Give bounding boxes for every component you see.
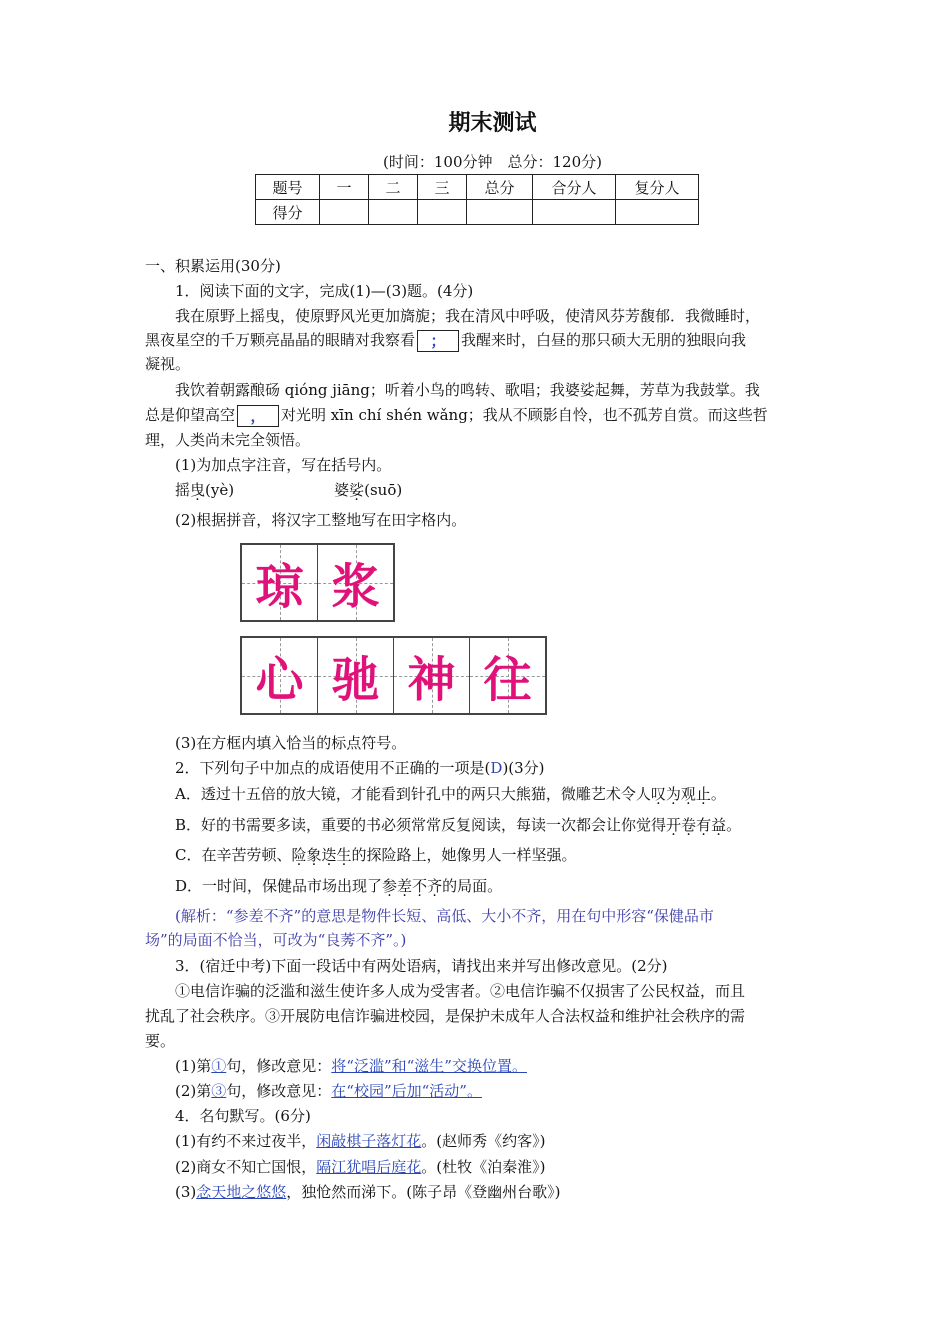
header-cell: 总分 (467, 175, 533, 200)
q1-para1-line2-rest: 我醒来时，白昼的那只硕大无朋的独眼向我 (461, 331, 747, 349)
header-cell: 复分人 (616, 175, 699, 200)
q3-answer-1: (1)第①句，修改意见：将“泛滥”和“滋生”交换位置。 (175, 1057, 527, 1075)
tian-cell: 浆 (318, 545, 393, 620)
tian-cell: 驰 (318, 638, 394, 713)
header-cell: 一 (320, 175, 369, 200)
page-title: 期末测试 (448, 110, 537, 136)
pinyin-word-1: 摇曳(yè) (175, 481, 235, 499)
q1-para2-line3: 理，人类尚未完全领悟。 (145, 431, 311, 449)
punctuation-box-2: ， (237, 405, 279, 427)
header-cell: 三 (418, 175, 467, 200)
q1-para2-line1: 我饮着朝露酿砀 qióng jiāng；听着小鸟的鸣转、歌唱；我婆娑起舞，芳草为我鼓掌。我 (175, 381, 760, 399)
q1-para1-line2-text: 黑夜星空的千万颗亮晶晶的眼睛对我察看 (145, 331, 416, 349)
q4-line-1: (1)有约不来过夜半，闲敲棋子落灯花。(赵师秀《约客》) (175, 1132, 546, 1150)
q2-answer: D (490, 759, 503, 777)
tian-cell: 神 (394, 638, 470, 713)
score-cell (616, 200, 699, 225)
score-cell (320, 200, 369, 225)
score-table-score-row (256, 200, 699, 225)
q1-sub3: (3)在方框内填入恰当的标点符号。 (175, 734, 407, 752)
q2-explanation-line2: 场”的局面不恰当，可改为“良莠不齐”。) (145, 931, 407, 949)
exam-meta: (时间：100分钟 总分：120分) (383, 153, 602, 171)
header-cell: 题号 (256, 175, 320, 200)
dotted-idiom: 开卷有益 (666, 816, 727, 834)
score-cell (533, 200, 616, 225)
tian-grid-qiongjiang (240, 543, 395, 622)
q2-option-a: A．透过十五倍的放大镜，才能看到针孔中的两只大熊猫，微雕艺术令人叹为观止。 (175, 785, 726, 803)
q4-answer-1: 闲敲棋子落灯花 (316, 1132, 422, 1150)
q1-pinyin-answers (175, 478, 402, 502)
score-table-header-row (256, 175, 699, 200)
q1-stem: 1．阅读下面的文字，完成(1)—(3)题。(4分) (175, 282, 474, 300)
row-label: 得分 (256, 200, 320, 225)
q1-sub2: (2)根据拼音，将汉字工整地写在田字格内。 (175, 511, 467, 529)
tian-cell: 琼 (242, 545, 318, 620)
q2-option-b: B．好的书需要多读，重要的书必须常常反复阅读，每读一次都会让你觉得开卷有益。 (175, 816, 742, 834)
q3-answer-1-text: 将“泛滥”和“滋生”交换位置。 (331, 1057, 527, 1075)
score-cell (369, 200, 418, 225)
tian-cell: 心 (242, 638, 318, 713)
score-cell (467, 200, 533, 225)
header-cell: 二 (369, 175, 418, 200)
q3-stem: 3．(宿迁中考)下面一段话中有两处语病，请找出来并写出修改意见。(2分) (175, 957, 668, 975)
q1-para2-line2-rest: 对光明 xīn chí shén wǎng；我从不顾影自怜，也不孤芳自赏。而这些哲 (281, 406, 768, 424)
header-cell: 合分人 (533, 175, 616, 200)
q4-line-3: (3)念天地之悠悠，独怆然而涕下。(陈子昂《登幽州台歌》) (175, 1183, 561, 1201)
q4-answer-2: 隔江犹唱后庭花 (316, 1158, 422, 1176)
q4-line-2: (2)商女不知亡国恨，隔江犹唱后庭花。(杜牧《泊秦淮》) (175, 1158, 546, 1176)
punctuation-box-1: ； (417, 330, 459, 352)
q1-para1-line1: 我在原野上摇曳，使原野风光更加旖旎；我在清风中呼吸，使清风芬芳馥郁．我微睡时， (175, 307, 761, 325)
q1-para1-line2 (145, 328, 746, 352)
dotted-idiom: 叹为观止 (650, 785, 711, 803)
q4-answer-3: 念天地之悠悠 (196, 1183, 287, 1201)
q2-stem: 2．下列句子中加点的成语使用不正确的一项是(D)(3分) (175, 759, 545, 777)
q2-option-d: D．一时间，保健品市场出现了参差不齐的局面。 (175, 877, 503, 895)
q3-para-line1: ①电信诈骗的泛滥和滋生使许多人成为受害者。②电信诈骗不仅损害了公民权益，而且 (175, 982, 746, 1000)
q4-stem: 4．名句默写。(6分) (175, 1107, 311, 1125)
dotted-idiom: 参差不齐 (382, 877, 443, 895)
q2-option-c: C．在辛苦劳顿、险象迭生的探险路上，她像男人一样坚强。 (175, 846, 577, 864)
pinyin-word-2: 婆娑(suō) (334, 481, 403, 499)
score-table (255, 174, 699, 225)
q3-answer-2-text: 在“校园”后加“活动”。 (331, 1082, 482, 1100)
q1-sub1: (1)为加点字注音，写在括号内。 (175, 456, 392, 474)
q2-explanation-line1: (解析：“参差不齐”的意思是物件长短、高低、大小不齐，用在句中形容“保健品市 (175, 907, 714, 925)
q1-para2-line2 (145, 403, 768, 427)
section-heading: 一、积累运用(30分) (145, 257, 281, 275)
q1-para1-line3: 凝视。 (145, 355, 191, 373)
tian-cell: 往 (470, 638, 545, 713)
tian-grid-xinchishenwang (240, 636, 547, 715)
q3-para-line3: 要。 (145, 1032, 176, 1050)
q3-para-line2: 扰乱了社会秩序。③开展防电信诈骗进校园，是保护未成年人合法权益和维护社会秩序的需 (145, 1007, 746, 1025)
q1-para2-line2-text: 总是仰望高空 (145, 406, 236, 424)
score-cell (418, 200, 467, 225)
dotted-idiom: 险象迭生 (291, 846, 352, 864)
q3-answer-2: (2)第③句，修改意见：在“校园”后加“活动”。 (175, 1082, 482, 1100)
